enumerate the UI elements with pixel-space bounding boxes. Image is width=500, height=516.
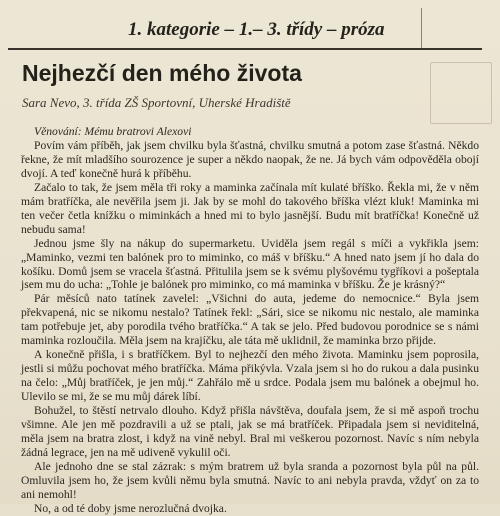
paragraph: Jednou jsme šly na nákup do supermarketu. Uviděla jsem regál s míči a vykřikla jsem: „Maminko, vezmi ten balónek pro to miminko, co máš v bříšku.“ A hned nato jsem jí ho dala do košíku. Domů jsem se vracela šťastná. Přitulila jsem se k svému plyšovému tygříkovi a pošeptala jsem mu do ucha: „Tohle je balónek pro miminko, co má maminka v bříšku. Že je krásný?“ <box>21 236 479 292</box>
article-title: Nejhezčí den mého života <box>22 60 302 86</box>
paragraph: Bohužel, to štěstí netrvalo dlouho. Když přišla návštěva, doufala jsem, že si mě aspoň trochu všimne. Ale jen mě pozdravili a už se ptali, jak se má bratříček. Připadala jsem si neviditelná, měla jsem na bratra zlost, i když na vině nebyl. Bral mi veškerou pozornost. Navíc s ním nebyla žádná legrace, jen na mě udiveně vykulil oči. <box>21 404 479 459</box>
article-body <box>21 125 479 516</box>
category-heading: 1. kategorie – 1.– 3. třídy – próza <box>128 19 385 40</box>
paragraph: Povím vám příběh, jak jsem chvilku byla šťastná, chvilku smutná a potom zase šťastná. Někdo řekne, že mít mladšího sourozence je super a někdo naopak, že ne. Já bych vám odpověděla obojí dvojí. A teď konečně hurá k příběhu. <box>21 138 479 180</box>
paragraph: Ale jednoho dne se stal zázrak: s mým bratrem už byla sranda a pozornost byla půl na půl. Omluvila jsem ho, že jsem kvůli němu byla smutná. Navíc to ani nebyla pravda, vždyť on za to ani nemohl! <box>21 459 479 501</box>
page-header <box>8 8 482 48</box>
paragraph: A konečně přišla, i s bratříčkem. Byl to nejhezčí den mého života. Maminku jsem poprosila, jestli si můžu pochovat mého bratříčka. Máma přikývla. Vzala jsem si ho do rukou a dala pusinku na čelo: „Můj bratříček, je jen můj.“ Zahřálo mě u srdce. Podala jsem mu balónek a obejmul ho. Ulevilo se mi, že se mu můj dárek líbí. <box>21 348 479 404</box>
paragraph: No, a od té doby jsme nerozlučná dvojka. <box>34 501 227 515</box>
paragraph: Začalo to tak, že jsem měla tři roky a maminka začínala mít kulaté bříško. Řekla mi, že v něm mám bratříčka, ale nevěřila jsem ji. Jak by se mohl do takového bříška vlézt kluk! Maminka mi ten večer četla knížku o miminkách a hned mi to bylo jasnější. Budu mít bratříčka! Konečně už nebudu sama! <box>21 180 479 236</box>
paragraph: Pár měsíců nato tatínek zavelel: „Všichni do auta, jedeme do nemocnice.“ Byla jsem překvapená, nic se nikomu nestalo? Tatínek řekl: „Sári, sice se nikomu nic nestalo, ale maminka tam potřebuje jet, aby porodila tvého bratříčka.“ A tak se jelo. Před budovou porodnice se s námi maminka rozloučila. Měla jsem na krajíčku, ale táta mě uklidnil, že maminka brzo přijde. <box>21 292 479 348</box>
sidebar-box <box>430 62 492 124</box>
header-divider <box>8 48 482 50</box>
article-byline: Sara Nevo, 3. třída ZŠ Sportovní, Uherské Hradiště <box>22 95 291 110</box>
dedication-line: Věnování: Mému bratrovi Alexovi <box>34 125 192 138</box>
header-side-column <box>421 8 482 48</box>
